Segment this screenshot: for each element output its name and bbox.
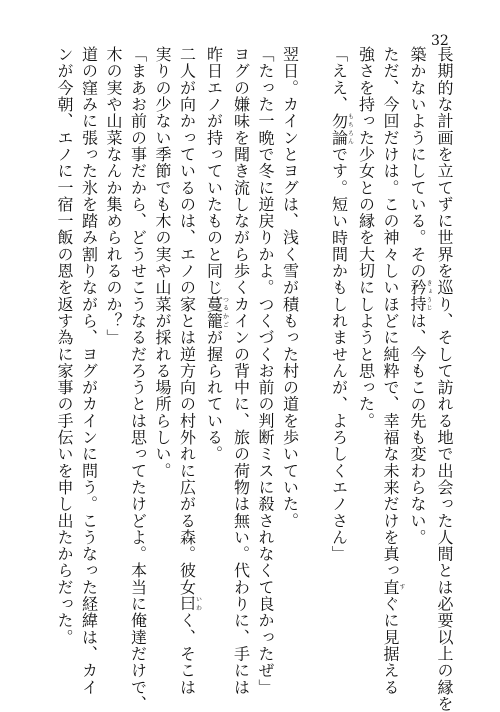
furigana: いわ (194, 595, 202, 613)
text-line: 強さを持った少女との縁を大切にしようと思った。 (356, 46, 376, 429)
text-line: 二人が向かっているのは、エノの家とは逆方向の村外れに広がる森。彼女曰いわく、そこは (177, 46, 202, 696)
novel-text (52, 46, 457, 712)
furigana: もちろん (346, 112, 354, 146)
text-line: ンが今朝、エノに一宿一飯の恩を返す為に家事の手伝いを申し出たからだった。 (55, 46, 74, 646)
text-line: ただ、今回だけは。この神々しいほどに純粋で、幸福な未来だけを真っ直すぐに見据える (381, 46, 405, 696)
text-line: 「ええ、勿論もちろんです。短い時間かもしれませんが、よろしくエノさん」 (329, 46, 354, 563)
text-line: 長期的な計画を立てずに世界を巡り、そして訪れる地で出会った人間とは必要以上の縁を (435, 46, 454, 712)
text-line: 「たった一晩で冬に逆戻りかよ。つくづくお前の判断ミスに殺されなくて良かったぜ」 (256, 46, 275, 696)
scene-break (302, 46, 327, 666)
text-line: 木の実や山菜なんか集められるのか？」 (104, 46, 123, 346)
text-line: 翌日。カインとヨグは、浅く雪が積もった村の道を歩いていた。 (280, 46, 300, 529)
page-number: 32 (431, 33, 449, 49)
text-line: 築かないようにしている。その矜持きょうじは、今もこの先も変わらない。 (408, 46, 432, 546)
text-line: 「まあお前の事だから、どうせこうなるだろうとは思ってたけどよ。本当に俺達だけで、 (128, 46, 148, 712)
text-line: 道の窪みに張った氷を踏み割りながら、ヨグがカインに問う。こうなった経緯は、カイ (79, 46, 99, 696)
text-line: ヨグの嫌味を聞き流しながら歩くカインの背中に、旅の荷物は無い。代わりに、手には (231, 46, 251, 696)
furigana: きょうじ (425, 279, 432, 313)
text-line: 昨日エノが持っていたものと同じ蔓籠つるかごが握られている。 (204, 46, 229, 463)
text-line: 実りの少ない季節でも木の実や山菜が採れる場所らしい。 (153, 46, 172, 479)
furigana: つるかご (221, 295, 229, 330)
furigana: す (398, 578, 405, 596)
